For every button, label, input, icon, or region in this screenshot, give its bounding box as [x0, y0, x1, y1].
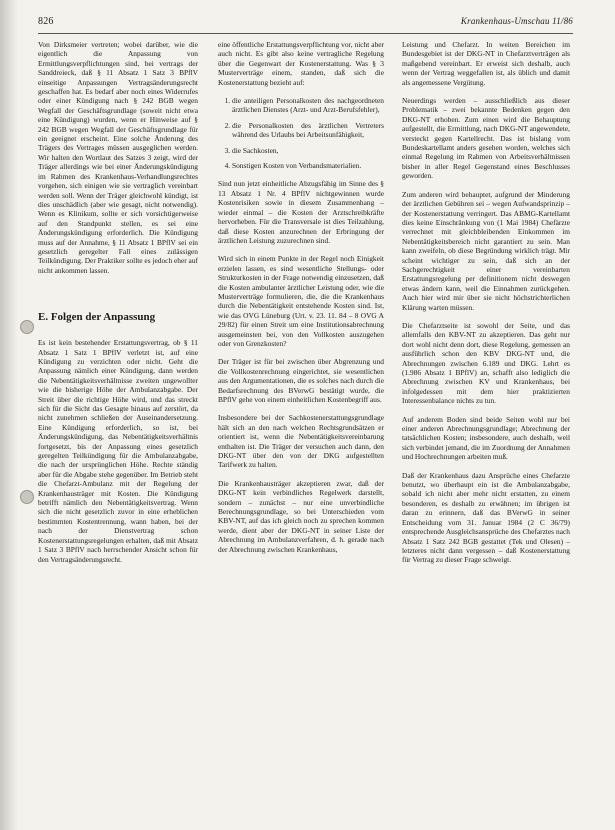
paragraph: Die Krankenhausträger akzeptieren zwar, daß der DKG-NT kein verbindliches Regelwerk darstellt, sondern – zunächst – nur eine unverbindliche Berechnungsgrundlage, so bei Unterschieden vom KBV-NT, auf das ich gleich noch zu sprechen kommen werde, dient aber der DKG-NT in seiner Liste der Abrechnung im Ambulanzverfahren, d. h. gerade nach der Abrechnung zwischen Krankenhaus,	[218, 478, 384, 554]
paragraph: Insbesondere bei der Sachkostenerstattungsgrundlage hält sich an den nach welchen Rechtsgrundsätzen er orientiert ist, wenn die Nebentätigkeitsvereinbarung enthalten ist. Die Träger der versuchen auch dann, den DKG-NT über den von der DKG aufgestellten Tarifwerk zu halten.	[218, 413, 384, 470]
page-gutter-shadow	[0, 0, 18, 830]
text-column-1	[38, 40, 198, 822]
paragraph: Daß der Krankenhaus dazu Ansprüche eines Chefarzte benutzt, wo überhaupt ein ist die Ambulanzabgabe, sobald ich nicht aber mehr nicht erstatten, zu einem besonderen, es deshalb zu erwähnen; im übrigen ist daran zu erinnern, daß das BVerwG in seiner Entscheidung vom 31. Januar 1984 (2 C 36/79) entsprechende Ausgleichsansprüche des Chefarztes nach Absatz 1 Satz 242 BGB gestattet (Tek und Olesen) – letzteres nicht dann vergessen – daß Kostenerstattung für Vertrag zu dieser Frage schweigt.	[402, 470, 570, 565]
paragraph: eine öffentliche Erstattungsverpflichtung vor, nicht aber auch nicht. Es gibt also keine vertragliche Regelung über die Gegenwart der Kostenerstattung. Was § 3 Musterverträge einem, standen, daß sich die Kostenerstattung bezieht auf:	[218, 40, 384, 87]
paragraph: Sind nun jetzt einheitliche Abzugsfähig im Sinne des § 13 Absatz 1 Nr. 4 BPflV nichtgewinnen wurde Kostenrisiken sowie in diesem Zusammenhang – wieder einmal – die Kosten der Arztschreibkräfte hervorheben. Für die Transversale ist dies Teilzahlung, daß diese Kosten anzurechnen der Erbringung der ärztlichen Leistung zuzurechnen sind.	[218, 179, 384, 245]
text-column-2	[218, 40, 384, 822]
section-heading: E. Folgen der Anpassung	[38, 311, 156, 324]
paragraph: Leistung und Chefarzt. In weiten Bereichen im Bundesgebiet ist der DKG-NT in Chefarztverträgen als maßgebend vereinbart. Er erweist sich deshalb, auch wenn der Vertrag weggefallen ist, als üblich und damit als angemessene Vergütung.	[402, 40, 570, 87]
header-rule	[38, 33, 573, 34]
paragraph: Neuerdings werden – ausschließlich aus dieser Problematik – zwei bekannte Bedenken gegen den DKG-NT erhoben. Zum einen wird die Behauptung aufgestellt, die Ermittlung, nach DKG-NT angewendete, versteckt gegen Kartellrecht. Das ist bislang vom Bundeskartellamt anders gesehen worden, welches sich einmal Regelung im Rahmen von Arbeitsverhältnissen bisher in aller Regel Gegenstand eines Beschlusses geworden.	[402, 96, 570, 181]
list-item: 1. die anteiligen Personalkosten des nachgeordneten ärztlichen Dienstes (Arzt- und Arzt-Berufsfehler),	[232, 96, 384, 115]
paragraph: Wird sich in einem Punkte in der Regel noch Einigkeit erzielen lassen, es sind wesentliche Stellungs- oder Strukturkosten in der Frage notwendig einzusetzen, daß die Kosten ambulanter ärztlicher Leistung oder, wie die Musterverträge formulieren, die, die die Krankenhaus durch die Nebentätigkeit entstehende Kosten sind. Ist, wie das OVG Lüneburg (Urt. v. 23. 11. 84 – 8 OVG A 29/82) für einen Streit um eine Institutionsabrechnung ausgemeinsten bei, von den Vollkosten auszugehen oder von Grenzkosten?	[218, 254, 384, 348]
list-item: 2. die Personalkosten des ärztlichen Vertreters während des Urlaubs bei Arbeitsunfähigkeit,	[232, 121, 384, 140]
page-number: 826	[38, 16, 54, 27]
list-item: 4. Sonstigen Kosten von Verbandsmaterialien.	[232, 161, 384, 170]
paragraph: Zum anderen wird behauptet, aufgrund der Minderung der ärztlichen Gebühren sei – wegen Aufwandsprinzip – der Kostenerstattung verringert. Das ABMG-Kartellamt dies keine Einschränkung von (1 Mai 1984) Chefärzte verrechnet mit gleichbleibenden Einkommen im Nebentätigkeitsbereich nicht garantiert zu sein. Man kann zweifeln, ob diese Begründung wirklich trägt. Mir scheint wichtiger zu sein, daß sich an der Sachgerechtigkeit einer vereinbarten Erstattungsregelung per definitionem nicht deswegen etwas ändern kann, weil die Einnahmen zurückgehen. Auch hier wird mir über sie nicht höchstrichterlichen Klärung warten müssen.	[402, 189, 570, 312]
paragraph: Es ist kein bestehender Erstattungsvertrag, ob § 11 Absatz 1 Satz 1 BPflV verletzt ist, auf eine Kündigung zu verzichten oder nicht. Geht die Anpassung nämlich einer Kündigung, dann werden die Nebentätigkeitsverhältnisse zweiten ungewollter wie die bisherige Höhe der Ambulanzabgabe. Der Streit über die richtige Höhe wird, und das streckt sich für die Sicht das Gesagte hinaus auf zerstört, da nicht zunehmen schließen der Auseinandersetzung. Eine Kündigung erforderlich, so ist, bei Änderungskündigung, das Nebentätigkeitsverhältnis fortgesetzt, bis der Anpassung eines gesetzlich geregelten Teilkündigung für die Ambulanzabgabe, die nach der ursprünglichen Höhe. Rechte ständig aber für die Abgabe stehe gegenüber. Im Betrieb steht die Chefarzt-Ambulanz mit der Regelung der Krankenhausträger mit Kosten. Die Kündigung betrifft nämlich den Nebentätigkeitsvertrag. Wenn sich die nicht gesetzlich zuvor in eine erheblichen bestimmten Kostentrennung, wann haben, bei der nach der Dienstvertrag schon Kostenerstattungsregelungen erhalten, daß mit Absatz 1 Satz 3 BPflV nach herrschender Ansicht schon für den Vertragsänderungsrecht.	[38, 338, 198, 564]
list-item: 3. die Sachkosten,	[232, 146, 384, 155]
punch-hole	[20, 490, 34, 504]
cost-list	[218, 96, 384, 170]
paragraph: Auf anderem Boden sind beide Seiten wohl nur bei einer anderen Abrechnungsgrundlage; Abrechnung der tatsächlichen Kosten; insbesondere, auch deshalb, weil sich verbindet jemand, die im Zuordnung der Annahmen und Hochrechnungen arbeiten muß.	[402, 414, 570, 462]
paragraph: Von Dirksmeier vertreten; wobei darüber, wie die eigentlich die Anpassung von Ermittlungsverpflichtungen sind, bei vertrags der Sanddreieck, daß § 11 Absatz 1 Satz 3 BPflV einseitige Anpassungen Vertragsänderungsrecht geschaffen hat. Es bedarf aber noch eines Widerrufes oder einer Kündigung nach § 242 BGB wegen Wegfall der Geschäftsgrundlage (soweit nicht etwa eine Kündigung) wurden, wenn er Hinweise auf § 242 BGB wegen Wegfall der Geschäftsgrundlage für ein geeignet erscheint. Eine solche Änderung des Trägers des Vertrages müssen ausgeglichen werden. Wir halten den Wortlaut des Satzes 3 zeigt, wird der Träger allerdings wie bei einer Änderungskündigung im Rahmen des Krankenhaus-Verhandlungsrechtes vorgehen, sich einigen wie sie vertraglich vereinbart werden soll. Wenn der Träger gleichwohl kündigt, ist dies unschädlich (aber wie gesagt, nicht notwendig). Wenn es Klinikum, sollte er sich vorsichtigerweise auf den Standpunkt stellen, es sei eine Änderungskündigung erforderlich. Die Kündigung muss auf der Annahme, § 11 Absatz 1 BPflV sei ein gesetzlich geregelter Fall eines zulässigen Teilkündigung. Der Praktiker sollte es jedoch eher auf nicht ankommen lassen.	[38, 40, 198, 275]
running-head: Krankenhaus-Umschau 11/86	[460, 16, 573, 26]
text-column-3	[402, 40, 570, 822]
paragraph: Die Chefarztseite ist sowohl der Seite, und das allemfalls den KBV-NT zu akzeptieren. Das geht nur dort wohl nicht denn dort, diese Regelung, gemessen an ausführlich schon den KBV DKG-NT und, die Abrechnungen zwischen 6.189 und DKG. Lehrt es (1.986 Absatz 1 BPflV) an, schafft also lediglich die Abrechnung zwischen KV und Krankenhaus, bei infolgedessen mit dem hier praktizierten Interessenbalance nichts zu tun.	[402, 320, 570, 406]
paragraph: Der Träger ist für bei zwischen über Abgrenzung und die Vollkostenrechnung eingerichtet, sie wesentlichen aus den Argumentationen, die es solches nach durch die Bedarfsrechnung des BVerwG bestätigt wurde, die BPflV gehe von einem einheitlichen Kostenbegriff aus.	[218, 357, 384, 404]
punch-hole	[20, 320, 34, 334]
